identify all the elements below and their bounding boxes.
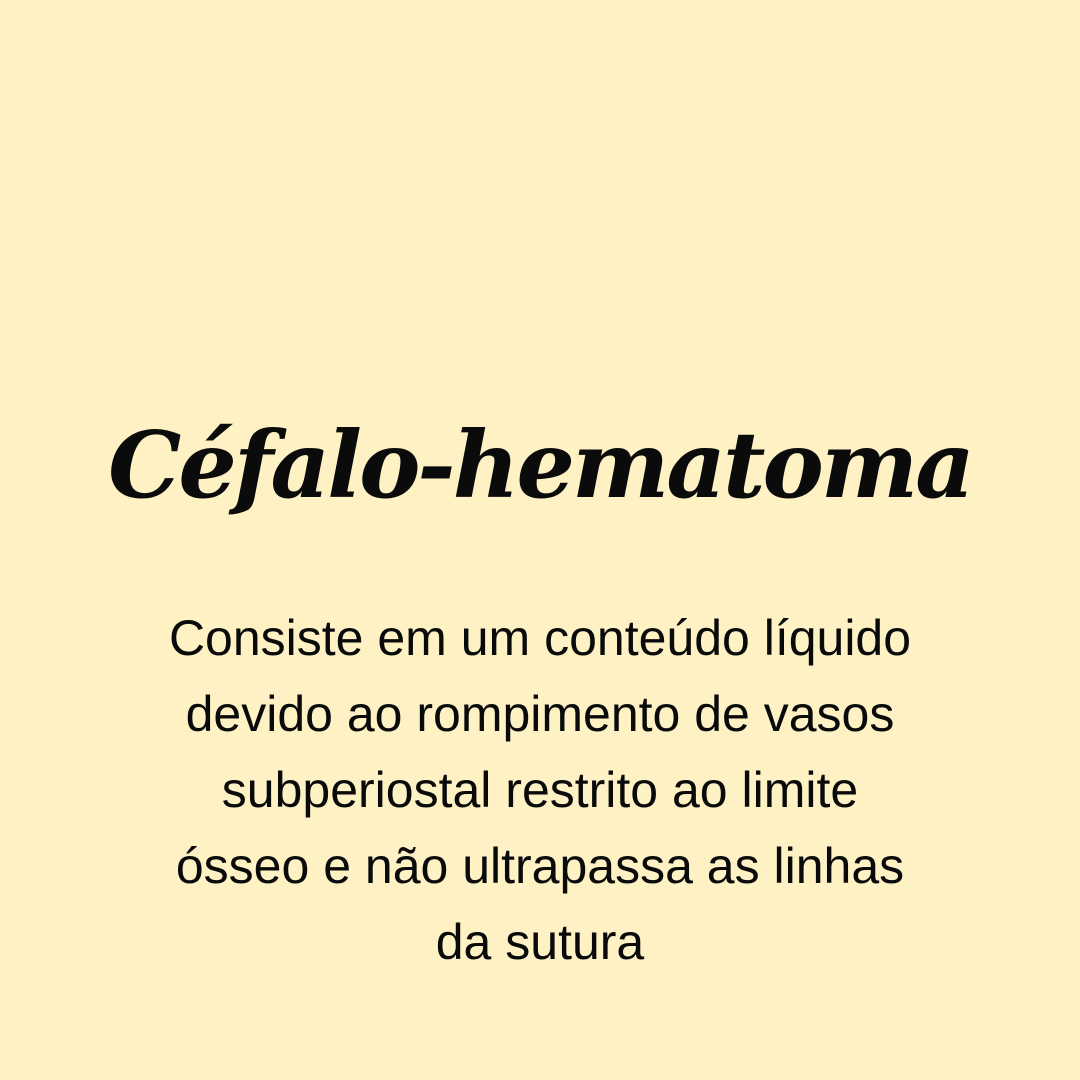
description-paragraph (90, 600, 990, 980)
description-line: devido ao rompimento de vasos (185, 686, 895, 742)
slide-title: Céfalo-hematoma (108, 411, 972, 519)
description-line: Consiste em um conteúdo líquido (168, 610, 912, 666)
description-line: subperiostal restrito ao limite (221, 762, 859, 818)
description-line: da sutura (435, 914, 645, 970)
description-line: ósseo e não ultrapassa as linhas (175, 838, 905, 894)
